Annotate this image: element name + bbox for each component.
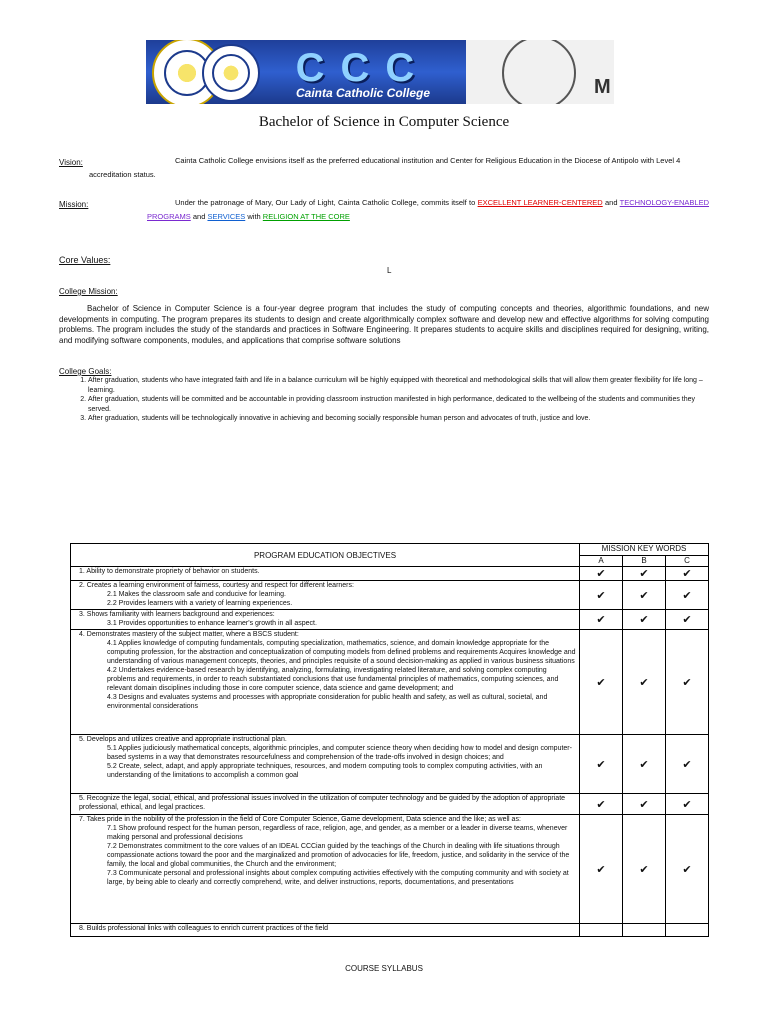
checkmark-cell bbox=[666, 567, 709, 581]
objective-cell bbox=[71, 815, 580, 924]
objective-sub: 7.2 Demonstrates commitment to the core values of an IDEAL CCCian guided by the teachings of the Church in dealing with life situations through compassionate actions toward the poor and the marginalized and promotion of advocacies for life, freedom, justice, and solidarity in the service of the family, the local and global communities, the Church and the environment; bbox=[107, 843, 570, 868]
course-syllabus-footer: COURSE SYLLABUS bbox=[345, 964, 423, 973]
checkmark-cell bbox=[580, 815, 623, 924]
checkmark-icon: ✔ bbox=[682, 758, 692, 771]
college-goals-label: College Goals: bbox=[59, 367, 112, 376]
objective-main: 3. Shows familiarity with learners background and experiences: bbox=[79, 611, 275, 618]
table-row bbox=[71, 610, 709, 630]
checkmark-cell bbox=[666, 735, 709, 794]
mission-with: with bbox=[247, 212, 261, 221]
col-c-header: C bbox=[666, 555, 709, 567]
table-row bbox=[71, 581, 709, 610]
watermark-seal-icon bbox=[502, 40, 576, 104]
checkmark-icon: ✔ bbox=[639, 676, 649, 689]
checkmark-icon: ✔ bbox=[682, 614, 692, 626]
core-values-value: L bbox=[387, 266, 392, 275]
objective-sub: 5.2 Create, select, adapt, and apply appropriate techniques, resources, and modern computing tools to complex computing activities, with an understanding of the limitations to accomplish a common goal bbox=[107, 763, 543, 779]
checkmark-icon: ✔ bbox=[596, 798, 606, 811]
objective-cell bbox=[71, 924, 580, 937]
checkmark-cell bbox=[623, 735, 666, 794]
objective-sub: 4.2 Undertakes evidence-based research by identifying, analyzing, formulating, investigating related literature, and solving complex computing problems and requirements, in order to reach substantiated conclusions that use fundamental principles of mathematics, computing sciences, and relevant domain disciplines including those in core computer science, data science and game development; and bbox=[107, 667, 559, 692]
objective-cell bbox=[71, 794, 580, 815]
checkmark-icon: ✔ bbox=[596, 676, 606, 689]
mission-keyword-b: TECHNOLOGY-ENABLED PROGRAMS bbox=[147, 198, 709, 221]
table-row bbox=[71, 567, 709, 581]
col-a-header: A bbox=[580, 555, 623, 567]
banner-college-name: Cainta Catholic College bbox=[295, 86, 431, 100]
objective-sub: 5.1 Applies judiciously mathematical concepts, algorithmic principles, and computer science theory when deciding how to model and design computer-based systems in a way that demonstrates resourcefulness and comprehension of the trade-offs involved in design choices; and bbox=[107, 745, 572, 761]
checkmark-cell bbox=[580, 581, 623, 610]
mission-keyword-c: SERVICES bbox=[207, 212, 246, 221]
objective-main: 4. Demonstrates mastery of the subject matter, where a BSCS student: bbox=[79, 631, 299, 638]
checkmark-icon: ✔ bbox=[596, 568, 606, 580]
checkmark-icon: ✔ bbox=[596, 589, 606, 602]
goal-item: 2. After graduation, students will be committed and be accountable in providing classroom instruction manifested in high performance, dedicated to the wellbeing of the students and communities they served. bbox=[88, 395, 710, 414]
mission-text bbox=[147, 196, 709, 224]
checkmark-cell bbox=[666, 610, 709, 630]
vision-label: Vision: bbox=[59, 158, 83, 167]
banner-right-letter: M bbox=[594, 76, 611, 98]
checkmark-icon: ✔ bbox=[596, 758, 606, 771]
mission-and-1: and bbox=[604, 198, 618, 207]
objectives-header: PROGRAM EDUCATION OBJECTIVES bbox=[71, 544, 580, 567]
checkmark-cell bbox=[623, 924, 666, 937]
checkmark-cell bbox=[580, 794, 623, 815]
checkmark-cell bbox=[623, 794, 666, 815]
checkmark-cell bbox=[666, 630, 709, 735]
checkmark-cell bbox=[623, 815, 666, 924]
goal-item: 3. After graduation, students will be technologically innovative in achieving and becoming socially responsible human person and advocates of truth, justice and love. bbox=[88, 414, 710, 424]
college-mission-label: College Mission: bbox=[59, 287, 118, 296]
objective-main: 7. Takes pride in the nobility of the profession in the field of Core Computer Science, Game development, Data science and the like; as well as: bbox=[79, 816, 521, 823]
checkmark-icon: ✔ bbox=[682, 589, 692, 602]
objective-sub: 4.3 Designs and evaluates systems and processes with appropriate consideration for public health and safety, as well as cultural, societal, and environmental considerations bbox=[107, 694, 548, 710]
mission-keyword-d: RELIGION AT THE CORE bbox=[262, 212, 350, 221]
checkmark-cell bbox=[580, 610, 623, 630]
objective-cell bbox=[71, 735, 580, 794]
checkmark-cell bbox=[666, 815, 709, 924]
checkmark-icon: ✔ bbox=[639, 798, 649, 811]
mission-keyword-a: EXCELLENT LEARNER-CENTERED bbox=[477, 198, 603, 207]
checkmark-icon: ✔ bbox=[682, 568, 692, 580]
objective-sub: 7.1 Show profound respect for the human person, regardless of race, religion, age, and gender, as a member or a leader in diverse teams, whenever making personal and professional decisions bbox=[107, 825, 568, 841]
core-values-label: Core Values: bbox=[59, 255, 111, 265]
checkmark-icon: ✔ bbox=[639, 568, 649, 580]
checkmark-cell bbox=[580, 735, 623, 794]
objective-main: 5. Recognize the legal, social, ethical, and professional issues involved in the utilization of computer technology and be guided by the adoption of appropriate professional, ethical, and legal practices. bbox=[79, 795, 566, 811]
checkmark-icon: ✔ bbox=[639, 758, 649, 771]
objective-sub: 7.3 Communicate personal and professional insights about complex computing activities effectively with the computing community and with society at large, by being able to clearly and correctly comprehend, write, and deliver instructions, reports, documentations, and presentations bbox=[107, 870, 569, 886]
mission-intro: Under the patronage of Mary, Our Lady of Light, Cainta Catholic College, commits itself to bbox=[175, 198, 476, 207]
checkmark-cell bbox=[623, 630, 666, 735]
objective-main: 2. Creates a learning environment of fairness, courtesy and respect for different learners: bbox=[79, 582, 354, 589]
checkmark-cell bbox=[623, 581, 666, 610]
objective-main: 8. Builds professional links with colleagues to enrich current practices of the field bbox=[79, 925, 329, 932]
checkmark-icon: ✔ bbox=[682, 798, 692, 811]
mission-key-words-header: MISSION KEY WORDS bbox=[580, 544, 709, 556]
objective-cell bbox=[71, 581, 580, 610]
objective-cell bbox=[71, 630, 580, 735]
table-row bbox=[71, 924, 709, 937]
objectives-table bbox=[70, 543, 709, 937]
banner-watermark bbox=[466, 40, 614, 104]
checkmark-cell bbox=[623, 567, 666, 581]
checkmark-cell bbox=[666, 794, 709, 815]
col-b-header: B bbox=[623, 555, 666, 567]
objective-cell bbox=[71, 567, 580, 581]
college-mission-text: Bachelor of Science in Computer Science is a four-year degree program that includes the study of computing concepts and theories, algorithmic foundations, and new developments in computing. The program prepares its students to design and create algorithmically complex software and develop new and effective algorithms for solving computing problems. The program includes the study of the standards and practices in Software Engineering. It prepares students to acquire skills and disciplines required for designing, writing, and modifying software components, modules, and applications that comprise software solutions bbox=[59, 304, 709, 345]
college-goals-list bbox=[70, 376, 710, 424]
objective-main: 1. Ability to demonstrate propriety of behavior on students. bbox=[79, 568, 260, 575]
objective-sub: 2.2 Provides learners with a variety of learning experiences. bbox=[107, 600, 293, 607]
objective-sub: 4.1 Applies knowledge of computing fundamentals, computing specialization, mathematics, science, and domain knowledge appropriate for the computing profession, for the abstraction and conceptualization of computing models from defined problems and requirements Acquires knowledge and understanding of various management concepts, theories, and principles requisite of a sound decision-making as applied in various business situations bbox=[107, 640, 576, 665]
checkmark-cell bbox=[580, 924, 623, 937]
checkmark-cell bbox=[580, 630, 623, 735]
objective-sub: 3.1 Provides opportunities to enhance learner's growth in all aspect. bbox=[107, 620, 317, 627]
checkmark-icon: ✔ bbox=[596, 614, 606, 626]
checkmark-cell bbox=[666, 924, 709, 937]
checkmark-icon: ✔ bbox=[682, 676, 692, 689]
mission-label: Mission: bbox=[59, 200, 89, 209]
checkmark-cell bbox=[666, 581, 709, 610]
college-banner bbox=[146, 40, 614, 104]
table-row bbox=[71, 794, 709, 815]
banner-acronym: CCC bbox=[295, 46, 431, 90]
page-title: Bachelor of Science in Computer Science bbox=[258, 114, 510, 130]
table-row bbox=[71, 815, 709, 924]
objective-cell bbox=[71, 610, 580, 630]
mission-and-2: and bbox=[192, 212, 206, 221]
school-emblem-icon bbox=[202, 44, 260, 102]
objective-sub: 2.1 Makes the classroom safe and conducive for learning. bbox=[107, 591, 286, 598]
goal-item: 1. After graduation, students who have integrated faith and life in a balance curriculum will be highly equipped with theoretical and methodological skills that will allow them greater flexibility for life long – learning. bbox=[88, 376, 710, 395]
checkmark-icon: ✔ bbox=[639, 589, 649, 602]
checkmark-cell bbox=[580, 567, 623, 581]
table-row bbox=[71, 630, 709, 735]
checkmark-icon: ✔ bbox=[639, 863, 649, 876]
objective-main: 5. Develops and utilizes creative and appropriate instructional plan. bbox=[79, 736, 287, 743]
table-row bbox=[71, 735, 709, 794]
checkmark-icon: ✔ bbox=[596, 863, 606, 876]
checkmark-icon: ✔ bbox=[639, 614, 649, 626]
vision-text: Cainta Catholic College envisions itself as the preferred educational institution and Center for Religious Education in the Diocese of Antipolo with Level 4 accreditation status. bbox=[89, 156, 681, 179]
checkmark-icon: ✔ bbox=[682, 863, 692, 876]
checkmark-cell bbox=[623, 610, 666, 630]
